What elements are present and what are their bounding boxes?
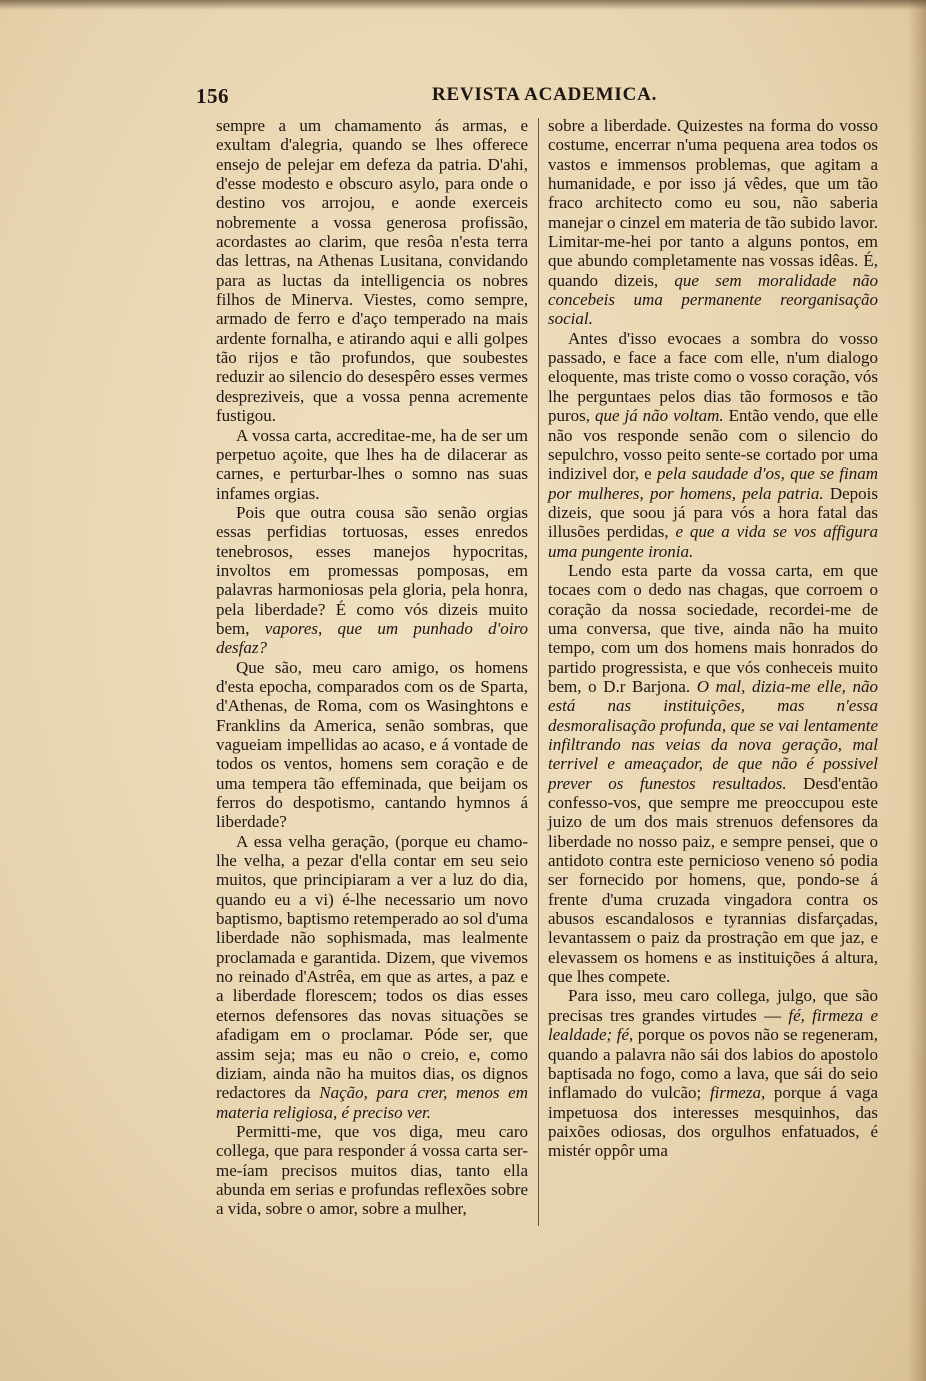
top-edge-shadow <box>0 0 926 10</box>
right-paragraph-3 <box>548 561 878 987</box>
right-paragraph-4-text-c: porque á vaga impetuosa dos interesses mesquinhos, das paixões odiosas, dos orgulhos enfatuados, é mistér oppôr uma <box>548 1083 878 1161</box>
left-paragraph-1: sempre a um chamamento ás armas, e exultam d'alegria, quando se lhes offerece ensejo de pelejar em defeza da patria. D'ahi, d'esse modesto e obscuro asylo, para onde o destino vos arrojou, e aonde exerceis nobremente a vossa generosa profissão, acordastes ao clarim, que resôa n'esta terra das lettras, na Athenas Lusitana, convidando para as luctas da intelligencia os nobres filhos de Minerva. Viestes, como sempre, armado de ferro e d'aço temperado na mais ardente fornalha, e atirando aqui e alli golpes tão rijos e tão profundos, que soubestes reduzir ao silencio do desespêro esses vermes despreziveis, que a vossa penna acremente fustigou. <box>216 116 528 426</box>
right-paragraph-3-text-b: Desd'então confesso-vos, que sempre me preoccupou este juizo de um dos mais strenuos defensores da liberdade no nosso paiz, e sempre pensei, que o antidoto contra este pernicioso veneno só podia ser fornecido por homens, que, pondo-se á frente d'uma cruzada vingadora contra os abusos escandalosos e tyrannias disfarçadas, levantassem o paiz da prostração em que jaz, e elevassem os homens e as instituições á altura, que lhes compete. <box>548 773 878 987</box>
right-paragraph-4-firmeza: firmeza, <box>709 1083 766 1103</box>
right-paragraph-2-text-b: Então vendo, que elle não vos responde senão com o silencio do sepulchro, vosso peito sente-se cortado por uma indizivel dor, e <box>548 406 878 484</box>
left-paragraph-4: Que são, meu caro amigo, os homens d'esta epocha, comparados com os de Sparta, d'Athenas, de Roma, com os Wasinghtons e Franklins da America, senão sombras, que vagueiam impellidas ao acaso, e á vontade de todos os ventos, homens sem coração e de uma tempera tão effeminada, que beijam os ferros do despotismo, cantando hymnos á liberdade? <box>216 657 528 832</box>
right-paragraph-4 <box>548 986 878 1160</box>
right-paragraph-2 <box>548 329 878 561</box>
right-paragraph-4-text-b: porque os povos não se regeneram, quando a palavra não sái dos labios do apostolo baptisada no fogo, como a lava, que sái do seio inflamado do vulcão; <box>548 1025 879 1103</box>
left-paragraph-3-quote: vapores, que um punhado d'oiro desfaz? <box>216 618 528 658</box>
right-paragraph-2-text-a: Antes d'isso evocaes a sombra do vosso passado, e face a face com elle, n'um dialogo eloquente, mas triste como o vosso coração, vós lhe perguntaes pelos dias tão formosos e tão puros, <box>548 328 878 426</box>
right-paragraph-3-text-a: Lendo esta parte da vossa carta, em que tocaes com o dedo nas chagas, que corroem o coração da nossa sociedade, recordei-me de uma conversa, que tive, ainda não ha muito tempo, com um dos homens mais honrados do partido progressista, e que vós conheceis muito bem, o D.r Barjona. <box>548 560 878 696</box>
right-paragraph-2-quote-b: pela saudade d'os, que se finam por mulheres, por homens, pela patria. <box>548 464 878 503</box>
left-paragraph-5-quote: Nação, para crer, menos em materia religiosa, é preciso ver. <box>216 1083 528 1122</box>
right-paragraph-2-quote-c: e que a vida se vos affigura uma pungente ironia. <box>548 522 879 561</box>
left-paragraph-3 <box>216 503 528 658</box>
left-paragraph-3-text: Pois que outra cousa são senão orgias essas perfidias tortuosas, esses enredos tenebrosos, esses manejos hypocritas, involtos em promessas pomposas, em palavras harmoniosas pela gloria, pela honra, pela liberdade? É como vós dizeis muito bem, <box>216 502 528 638</box>
right-edge-shadow <box>908 0 926 1381</box>
right-paragraph-1 <box>548 116 878 329</box>
column-divider <box>538 118 539 1226</box>
left-paragraph-5-text: A essa velha geração, (porque eu chamo-lhe velha, a pezar d'ella contar em seu seio muitos, que principiaram a ver a luz do dia, quando eu a vi) é-lhe necessario um novo baptismo, baptismo retemperado ao sol d'uma liberdade não sophismada, mas lealmente proclamada e garantida. Dizem, que vivemos no reinado d'Astrêa, em que as artes, a paz e a liberdade florescem; todos os dias esses eternos defensores das novas situações se afadigam em o proclamar. Póde ser, que assim seja; mas eu não o creio, e, como diziam, ainda não ha muitos dias, os dignos redactores da <box>216 831 528 1103</box>
right-paragraph-4-virtues: fé, firmeza e lealdade; fé, <box>548 1005 878 1045</box>
right-paragraph-1-quote: que sem moralidade não concebeis uma permanente reorganisação social. <box>548 270 878 329</box>
right-paragraph-2-text-c: Depois dizeis, que soou já para vós a hora fatal das illusões perdidas, <box>548 483 878 542</box>
page-number: 156 <box>196 84 229 108</box>
right-paragraph-3-quote: O mal, dizia-me elle, não está nas instituições, mas n'essa desmoralisação profunda, que se vai lentamente infiltrando nas veias da nova geração, mal terrivel e ameaçador, de que não é possivel prever os funestos resultados. <box>548 676 878 793</box>
right-column <box>548 116 878 1161</box>
right-paragraph-2-quote-a: que já não voltam. <box>594 406 724 426</box>
left-paragraph-5 <box>216 832 528 1122</box>
left-paragraph-2: A vossa carta, accreditae-me, ha de ser um perpetuo açoite, que lhes ha de dilacerar as carnes, e perturbar-lhes o somno nas suas infames orgias. <box>216 425 528 503</box>
right-paragraph-1-text: sobre a liberdade. Quizestes na forma do vosso costume, encerrar n'uma pequena area todos os vastos e immensos problemas, que agitam a humanidade, e por isso já vêdes, que um tão fraco architecto como eu sou, não saberia manejar o cinzel em materia de tão subido lavor. Limitar-me-hei por tanto a alguns pontos, em que abundo completamente nas vossas idêas. É, quando dizeis, <box>548 116 878 290</box>
right-paragraph-4-text-a: Para isso, meu caro collega, julgo, que são precisas tres grandes virtudes — <box>548 986 878 1025</box>
left-paragraph-6: Permitti-me, que vos diga, meu caro collega, que para responder á vossa carta ser-me-íam precisos muitos dias, tanto ella abunda em serias e profundas reflexões sobre a vida, sobre o amor, sobre a mulher, <box>216 1121 528 1219</box>
left-column <box>216 116 528 1219</box>
running-title: REVISTA ACADEMICA. <box>432 84 658 105</box>
